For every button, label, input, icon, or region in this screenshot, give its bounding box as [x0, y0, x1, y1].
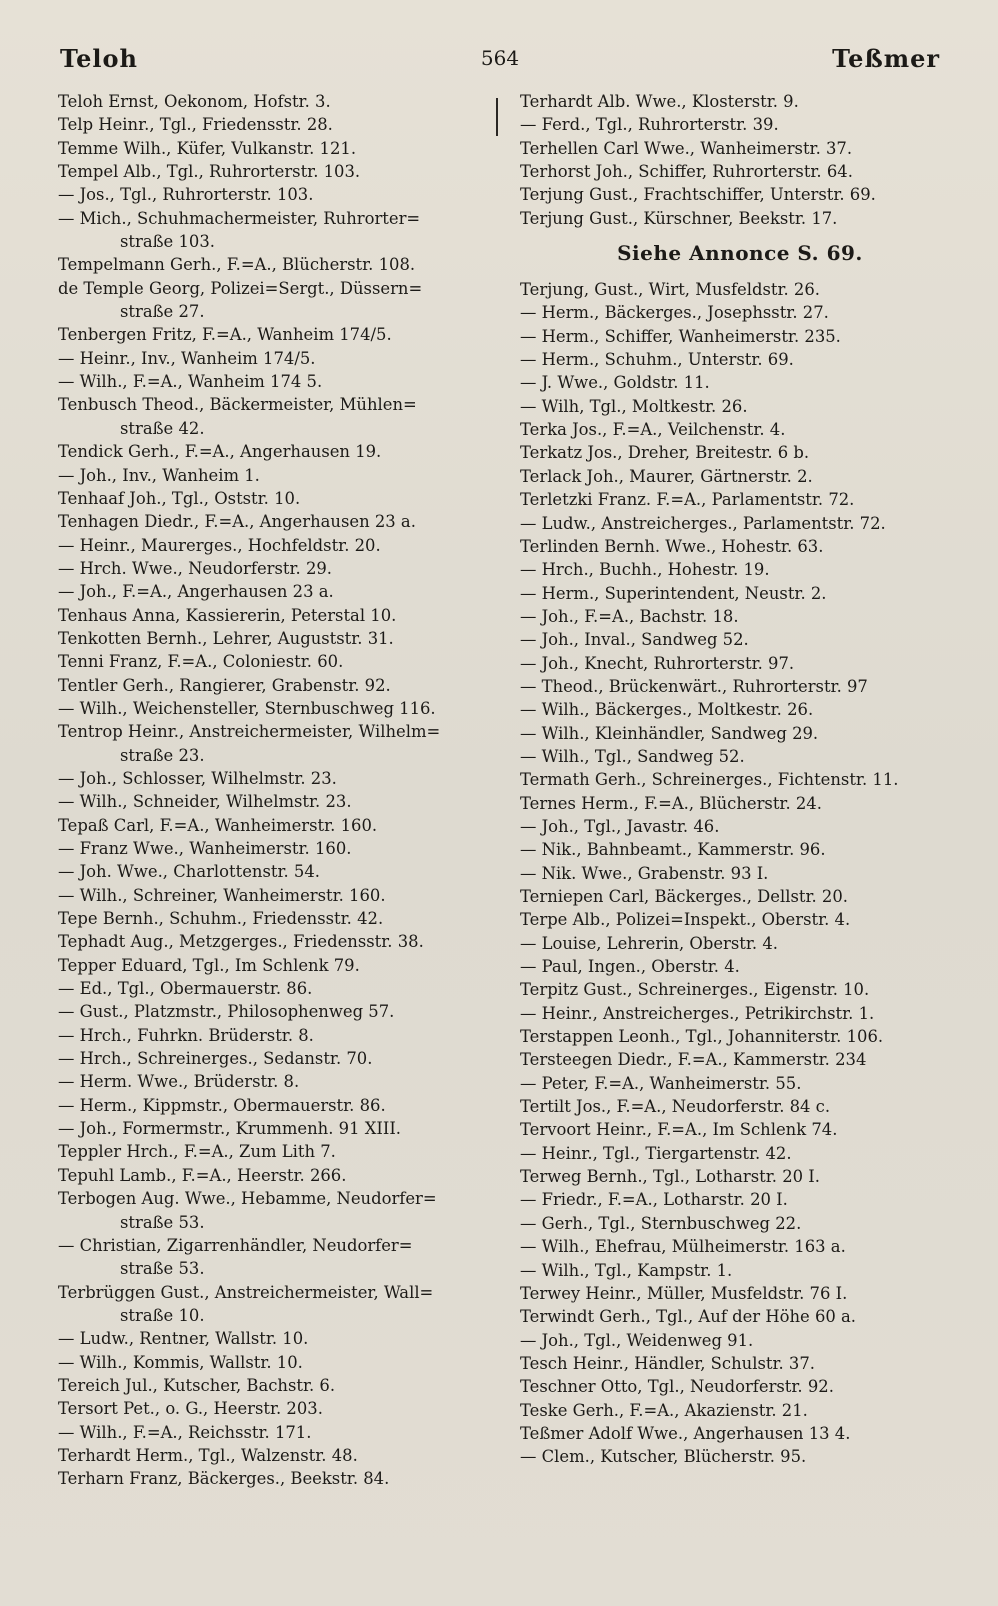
directory-entry: — Joh., F.=A., Angerhausen 23 a.: [58, 582, 334, 602]
header-right-word: Teßmer: [832, 43, 940, 73]
directory-entry: Telp Heinr., Tgl., Friedensstr. 28.: [58, 115, 333, 135]
directory-entry: de Temple Georg, Polizei=Sergt., Düssern=: [58, 278, 423, 298]
directory-entry: — Gust., Platzmstr., Philosophenweg 57.: [58, 1002, 395, 1022]
directory-entry: Terlack Joh., Maurer, Gärtnerstr. 2.: [520, 466, 813, 486]
directory-entry: — J. Wwe., Goldstr. 11.: [520, 373, 710, 393]
directory-entry: Teppler Hrch., F.=A., Zum Lith 7.: [58, 1142, 336, 1162]
directory-entry: Terjung Gust., Frachtschiffer, Unterstr. 69.: [520, 185, 876, 205]
directory-entry: Terlinden Bernh. Wwe., Hohestr. 63.: [520, 536, 824, 556]
directory-entry: Tepuhl Lamb., F.=A., Heerstr. 266.: [58, 1165, 347, 1185]
directory-entry: — Christian, Zigarrenhändler, Neudorfer=: [58, 1235, 413, 1255]
directory-entry: Tersort Pet., o. G., Heerstr. 203.: [58, 1399, 323, 1419]
directory-entry: Tentrop Heinr., Anstreichermeister, Wilhelm=: [58, 722, 441, 742]
directory-entry: — Herm., Kippmstr., Obermauerstr. 86.: [58, 1095, 386, 1115]
directory-entry: straße 53.: [120, 1259, 205, 1279]
directory-entry: — Peter, F.=A., Wanheimerstr. 55.: [520, 1073, 802, 1093]
directory-entry: straße 42.: [120, 418, 205, 438]
directory-entry: Terjung Gust., Kürschner, Beekstr. 17.: [520, 208, 838, 228]
directory-entry: — Hrch., Fuhrkn. Brüderstr. 8.: [58, 1025, 314, 1045]
directory-entry: — Wilh., F.=A., Reichsstr. 171.: [58, 1422, 312, 1442]
directory-entry: Tesch Heinr., Händler, Schulstr. 37.: [520, 1353, 815, 1373]
directory-entry: — Herm., Schuhm., Unterstr. 69.: [520, 350, 794, 370]
directory-entry: Terbogen Aug. Wwe., Hebamme, Neudorfer=: [58, 1189, 437, 1209]
directory-entry: straße 23.: [120, 745, 205, 765]
directory-entry: — Wilh., Schreiner, Wanheimerstr. 160.: [58, 885, 386, 905]
directory-entry: Tempelmann Gerh., F.=A., Blücherstr. 108.: [58, 255, 416, 275]
directory-entry: Tenbergen Fritz, F.=A., Wanheim 174/5.: [58, 325, 392, 345]
directory-entry: Tenhaus Anna, Kassiererin, Peterstal 10.: [58, 605, 397, 625]
directory-entry: Terjung, Gust., Wirt, Musfeldstr. 26.: [520, 280, 820, 300]
directory-entry: — Wilh., Bäckerges., Moltkestr. 26.: [520, 700, 814, 720]
directory-entry: — Heinr., Inv., Wanheim 174/5.: [58, 348, 316, 368]
directory-entry: — Heinr., Anstreicherges., Petrikirchstr. 1.: [520, 1003, 875, 1023]
directory-entry: Terstappen Leonh., Tgl., Johanniterstr. 106.: [520, 1027, 884, 1047]
directory-entry: — Paul, Ingen., Oberstr. 4.: [520, 957, 740, 977]
directory-entry: Tenkotten Bernh., Lehrer, Auguststr. 31.: [58, 628, 394, 648]
page-number: 564: [480, 46, 520, 70]
directory-entry: — Joh., Formermstr., Krummenh. 91 XIII.: [58, 1119, 402, 1139]
directory-entry: — Mich., Schuhmachermeister, Ruhrorter=: [58, 208, 421, 228]
directory-entry: — Jos., Tgl., Ruhrorterstr. 103.: [58, 185, 314, 205]
directory-entry: Terhardt Herm., Tgl., Walzenstr. 48.: [58, 1445, 358, 1465]
directory-entry: Terharn Franz, Bäckerges., Beekstr. 84.: [58, 1469, 390, 1489]
directory-entry: Tephadt Aug., Metzgerges., Friedensstr. 38.: [58, 932, 424, 952]
directory-entry: Terhardt Alb. Wwe., Klosterstr. 9.: [520, 92, 799, 111]
directory-entry: — Wilh, Tgl., Moltkestr. 26.: [520, 396, 748, 416]
directory-entry: Tepper Eduard, Tgl., Im Schlenk 79.: [58, 955, 360, 975]
directory-entry: — Ed., Tgl., Obermauerstr. 86.: [58, 979, 313, 999]
directory-entry: Terka Jos., F.=A., Veilchenstr. 4.: [520, 420, 786, 440]
directory-entry: Tenni Franz, F.=A., Coloniestr. 60.: [58, 652, 344, 672]
directory-entry: — Ferd., Tgl., Ruhrorterstr. 39.: [520, 115, 779, 135]
directory-entry: Tepe Bernh., Schuhm., Friedensstr. 42.: [58, 909, 384, 929]
directory-entry: straße 27.: [120, 302, 205, 322]
directory-entry: — Nik. Wwe., Grabenstr. 93 I.: [520, 863, 769, 883]
directory-entry: straße 53.: [120, 1212, 205, 1232]
directory-entry: Tentler Gerh., Rangierer, Grabenstr. 92.: [58, 675, 391, 695]
directory-entry: — Wilh., F.=A., Wanheim 174 5.: [58, 372, 323, 392]
directory-entry: Tersteegen Diedr., F.=A., Kammerstr. 234: [520, 1050, 867, 1070]
directory-entry: Teloh Ernst, Oekonom, Hofstr. 3.: [58, 92, 331, 111]
directory-entry: — Herm., Superintendent, Neustr. 2.: [520, 583, 827, 603]
directory-entry: — Hrch., Buchh., Hohestr. 19.: [520, 560, 770, 580]
directory-entry: Tertilt Jos., F.=A., Neudorferstr. 84 c.: [520, 1097, 831, 1117]
directory-entry: — Gerh., Tgl., Sternbuschweg 22.: [520, 1213, 802, 1233]
directory-entry: — Joh., Inv., Wanheim 1.: [58, 465, 260, 485]
right-column-top: [520, 90, 960, 230]
advertisement-notice: Siehe Annonce S. 69.: [617, 241, 863, 266]
directory-entry: — Herm. Wwe., Brüderstr. 8.: [58, 1072, 300, 1092]
directory-entry: Tepaß Carl, F.=A., Wanheimerstr. 160.: [58, 815, 378, 835]
directory-entry: — Franz Wwe., Wanheimerstr. 160.: [58, 839, 352, 858]
directory-entry: — Wilh., Tgl., Sandweg 52.: [520, 746, 745, 766]
directory-entry: — Friedr., F.=A., Lotharstr. 20 I.: [520, 1190, 788, 1210]
directory-entry: Tempel Alb., Tgl., Ruhrorterstr. 103.: [58, 162, 361, 182]
directory-entry: Terhellen Carl Wwe., Wanheimerstr. 37.: [520, 138, 853, 158]
directory-entry: Teschner Otto, Tgl., Neudorferstr. 92.: [520, 1377, 834, 1397]
directory-entry: straße 103.: [120, 232, 215, 252]
directory-entry: Tenhagen Diedr., F.=A., Angerhausen 23 a.: [58, 512, 416, 532]
directory-entry: Terniepen Carl, Bäckerges., Dellstr. 20.: [520, 887, 849, 906]
directory-entry: — Herm., Schiffer, Wanheimerstr. 235.: [520, 326, 841, 346]
directory-entry: — Joh., Schlosser, Wilhelmstr. 23.: [58, 768, 337, 788]
directory-entry: Ternes Herm., F.=A., Blücherstr. 24.: [520, 793, 822, 813]
directory-entry: — Joh., F.=A., Bachstr. 18.: [520, 606, 739, 626]
header-left-word: Teloh: [60, 43, 138, 73]
directory-entry: — Clem., Kutscher, Blücherstr. 95.: [520, 1447, 807, 1467]
directory-entry: — Wilh., Weichensteller, Sternbuschweg 116.: [58, 698, 436, 718]
directory-entry: — Heinr., Tgl., Tiergartenstr. 42.: [520, 1143, 792, 1163]
directory-entry: — Herm., Bäckerges., Josephsstr. 27.: [520, 303, 829, 323]
directory-entry: — Joh., Knecht, Ruhrorterstr. 97.: [520, 653, 795, 673]
directory-entry: — Ludw., Anstreicherges., Parlamentstr. 72.: [520, 513, 886, 533]
directory-entry: — Wilh., Ehefrau, Mülheimerstr. 163 a.: [520, 1237, 846, 1257]
directory-entry: — Hrch., Schreinerges., Sedanstr. 70.: [58, 1049, 373, 1069]
directory-entry: — Nik., Bahnbeamt., Kammerstr. 96.: [520, 840, 826, 860]
directory-entry: Tenhaaf Joh., Tgl., Oststr. 10.: [58, 488, 301, 508]
directory-entry: Terpitz Gust., Schreinerges., Eigenstr. 10.: [520, 980, 870, 1000]
directory-entry: — Theod., Brückenwärt., Ruhrorterstr. 97: [520, 676, 868, 696]
right-column: [520, 90, 960, 1469]
directory-entry: — Ludw., Rentner, Wallstr. 10.: [58, 1329, 309, 1349]
directory-entry: — Wilh., Kleinhändler, Sandweg 29.: [520, 723, 819, 743]
left-column: [58, 90, 498, 1491]
directory-entry: Terbrüggen Gust., Anstreichermeister, Wall=: [58, 1282, 434, 1302]
directory-entry: Terletzki Franz. F.=A., Parlamentstr. 72.: [520, 490, 855, 510]
directory-entry: — Heinr., Maurerges., Hochfeldstr. 20.: [58, 535, 381, 555]
directory-entry: Teske Gerh., F.=A., Akazienstr. 21.: [520, 1400, 808, 1420]
right-column-bottom: [520, 278, 960, 1469]
directory-entry: — Joh., Tgl., Javastr. 46.: [520, 816, 720, 836]
directory-entry: Tendick Gerh., F.=A., Angerhausen 19.: [58, 442, 382, 462]
directory-entry: — Joh. Wwe., Charlottenstr. 54.: [58, 862, 320, 882]
directory-entry: — Wilh., Schneider, Wilhelmstr. 23.: [58, 792, 352, 812]
directory-entry: — Joh., Inval., Sandweg 52.: [520, 630, 749, 650]
directory-entry: — Hrch. Wwe., Neudorferstr. 29.: [58, 558, 333, 578]
directory-entry: Tereich Jul., Kutscher, Bachstr. 6.: [58, 1375, 336, 1395]
directory-entry: Terpe Alb., Polizei=Inspekt., Oberstr. 4.: [520, 910, 851, 930]
directory-entry: Temme Wilh., Küfer, Vulkanstr. 121.: [58, 138, 357, 158]
directory-entry: Terwindt Gerh., Tgl., Auf der Höhe 60 a.: [520, 1307, 857, 1327]
directory-entry: Terhorst Joh., Schiffer, Ruhrorterstr. 64.: [520, 162, 853, 182]
directory-entry: — Wilh., Kommis, Wallstr. 10.: [58, 1352, 303, 1372]
directory-entry: Terweg Bernh., Tgl., Lotharstr. 20 I.: [520, 1167, 820, 1187]
directory-entry: Tenbusch Theod., Bäckermeister, Mühlen=: [58, 395, 417, 415]
directory-entry: Tervoort Heinr., F.=A., Im Schlenk 74.: [520, 1120, 838, 1140]
directory-entry: — Wilh., Tgl., Kampstr. 1.: [520, 1260, 733, 1280]
directory-entry: Teßmer Adolf Wwe., Angerhausen 13 4.: [520, 1423, 851, 1443]
directory-entry: straße 10.: [120, 1305, 205, 1325]
page-header: [60, 42, 940, 74]
directory-entry: — Joh., Tgl., Weidenweg 91.: [520, 1330, 754, 1350]
directory-entry: Terkatz Jos., Dreher, Breitestr. 6 b.: [520, 443, 810, 463]
directory-entry: Terwey Heinr., Müller, Musfeldstr. 76 I.: [520, 1283, 848, 1303]
directory-entry: — Louise, Lehrerin, Oberstr. 4.: [520, 933, 778, 953]
directory-entry: Termath Gerh., Schreinerges., Fichtenstr. 11.: [520, 770, 899, 790]
